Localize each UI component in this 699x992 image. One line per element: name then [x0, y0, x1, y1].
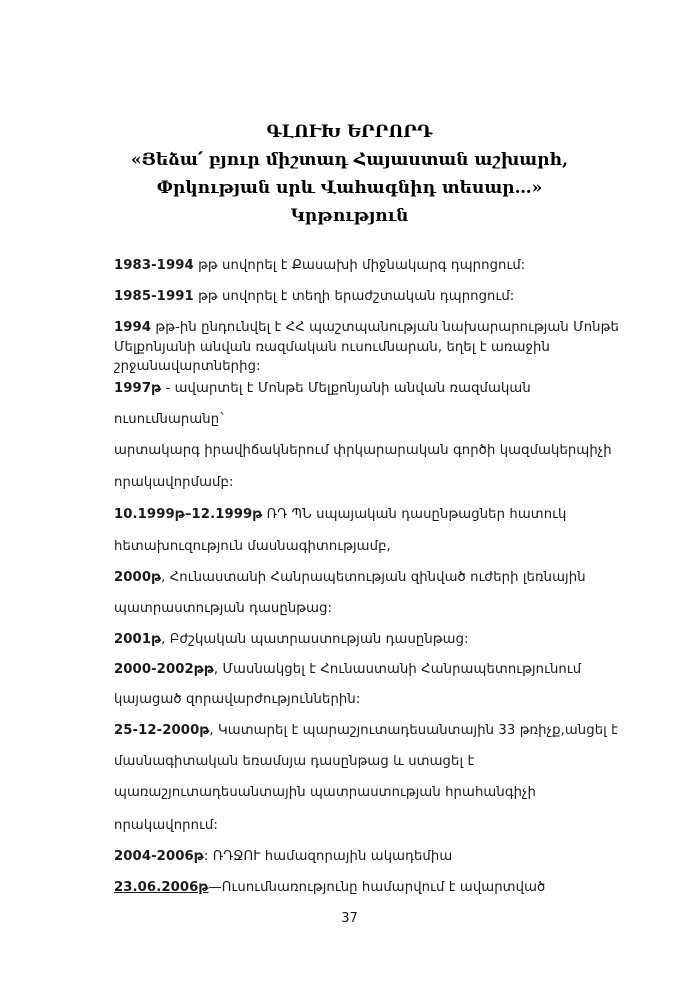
entry-text: , Մասնակցել է Հունաստանի Հանրապետությունում — [213, 662, 582, 677]
section-title: Կրթություն — [290, 206, 409, 226]
entry-date: 25-12-2000թ — [114, 723, 210, 738]
entry-line — [114, 443, 654, 458]
entry-date: 1985-1991 — [114, 289, 194, 304]
entry-text: որակավորում: — [114, 818, 218, 833]
entry-text: արտակարգ իրավիճակներում փրկարարական գործի կազմակերպիչի — [114, 443, 612, 458]
entry-line — [114, 507, 654, 522]
entry-date: 1994 — [114, 320, 152, 335]
entry-line — [114, 662, 654, 677]
entry-text: պատրաստության դասընթաց: — [114, 601, 333, 616]
entry-line — [114, 754, 654, 769]
entry-line — [114, 359, 654, 374]
chapter-label: ԳԼՈՒԽ ԵՐՐՈՐԴ — [266, 122, 433, 142]
entry-text: պառաշյուտադեսանտային պատրաստության հրահանգիչի — [114, 785, 536, 800]
entry-line — [114, 340, 654, 355]
entry-line — [114, 692, 654, 707]
entry-text: մասնագիտական եռամսյա դասընթաց և ստացել է — [114, 754, 475, 769]
entry-text: : ՌԴՋՈՒ համազորային ակադեմիա — [203, 849, 453, 864]
entry-date: 2000թ — [114, 570, 162, 585]
entry-text: , Կատարել է պարաշյուտադեսանտային 33 թռիչք,անցել է — [209, 723, 619, 738]
entry-date: 2001թ — [114, 632, 162, 647]
entry-line — [114, 849, 654, 864]
entry-text: թթ սովորել է Քասախի միջնակարգ դպրոցում: — [193, 258, 526, 273]
entry-date: 10.1999թ–12.1999թ — [114, 507, 263, 522]
entry-text: որակավորմամբ: — [114, 475, 234, 490]
entry-text: հետախուզություն մասնագիտությամբ, — [114, 539, 391, 554]
entry-line — [114, 785, 654, 800]
entry-line — [114, 723, 654, 738]
epigraph-line-2: Փրկության սրև Վահագնիդ տեսար…» — [156, 178, 543, 198]
entry-text: ուսումնարանը` — [114, 412, 226, 427]
entry-line — [114, 289, 654, 304]
entry-line — [114, 412, 654, 427]
entry-line — [114, 601, 654, 616]
entry-date: 2004-2006թ — [114, 849, 204, 864]
entry-text: շրջանավարտներից: — [114, 359, 261, 374]
epigraph-line-1: «Յեձա՛ բյուր միշտադ Հայաստան աշխարհ, — [131, 150, 568, 170]
entry-text: թթ սովորել է տեղի երաժշտական դպրոցում: — [193, 289, 515, 304]
entry-date: 1983-1994 — [114, 258, 194, 273]
entry-text: , Հունաստանի Հանրապետության զինված ուժերի լեռնային — [161, 570, 586, 585]
entry-line — [114, 632, 654, 647]
entry-line — [114, 320, 654, 335]
entry-line — [114, 880, 654, 895]
entry-line — [114, 539, 654, 554]
entry-text: - ավարտել է Մոնթե Մելքոնյանի անվան ռազմական — [161, 381, 531, 396]
entry-line — [114, 570, 654, 585]
entry-text: թթ-ին ընդունվել է ՀՀ պաշտպանության նախարարության Մոնթե — [151, 320, 619, 335]
entry-line — [114, 475, 654, 490]
entry-date: 2000-2002թթ — [114, 662, 214, 677]
entry-line — [114, 381, 654, 396]
entry-text: —Ուսումնառությունը համարվում է ավարտված — [208, 880, 546, 895]
page-number: 37 — [341, 911, 358, 926]
entry-line — [114, 818, 654, 833]
entry-text: կայացած զորավարժություններին: — [114, 692, 361, 707]
entry-date: 1997թ — [114, 381, 162, 396]
entry-line — [114, 258, 654, 273]
entry-date: 23.06.2006թ — [114, 880, 209, 895]
entry-text: ՌԴ ՊՆ սպայական դասընթացներ հատուկ — [262, 507, 567, 522]
entry-text: , Բժշկական պատրաստության դասընթաց: — [161, 632, 469, 647]
entry-text: Մելքոնյանի անվան ռազմական ուսումնարան, եղել է առաջին — [114, 340, 550, 355]
